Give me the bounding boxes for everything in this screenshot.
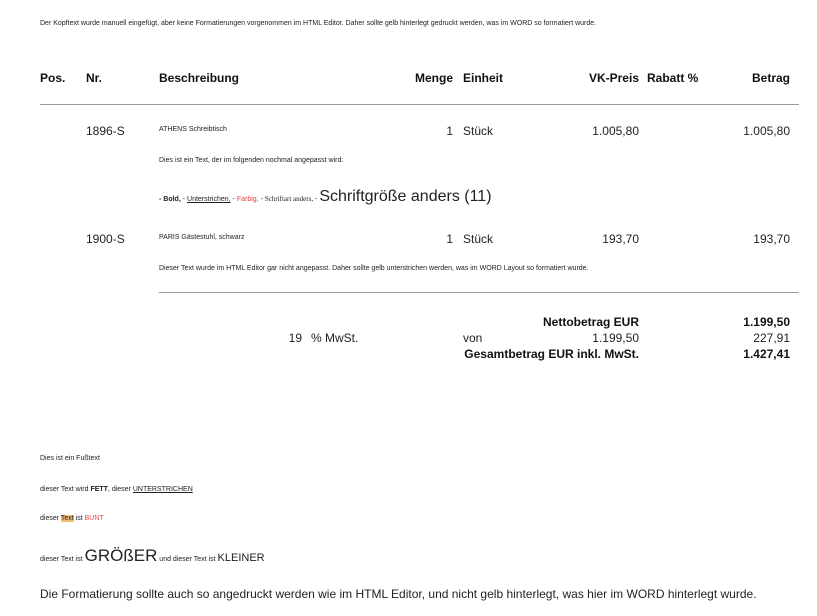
item-nr: 1896-S (86, 124, 125, 138)
smaller-word: KLEINER (217, 552, 265, 564)
separator: - (180, 196, 188, 203)
col-amount: Betrag (751, 71, 790, 85)
item-amount: 1.005,80 (743, 124, 790, 138)
larger-word: GRÖßER (84, 546, 158, 565)
item-note: Dies ist ein Text, der im folgenden nochmal angepasst wird: (159, 157, 344, 164)
footer-bottom-note: Die Formatierung sollte auch so angedruckt werden wie im HTML Editor, und nicht gelb hinterlegt, was hier im WORD hinterlegt wurde. (40, 587, 757, 601)
highlighted-word: Text (60, 515, 74, 522)
col-price: VK-Preis (588, 71, 639, 85)
footer-text: dieser Text wird (40, 486, 91, 493)
footer-line-3 (40, 515, 104, 522)
footer-line-4 (40, 546, 265, 570)
vat-from: von (463, 331, 483, 345)
bold-sample: - Bold, (159, 196, 181, 203)
font-sample: Schriftart anders, (264, 195, 314, 203)
gross-label: Gesamtbetrag EUR inkl. MwSt. (464, 347, 639, 361)
underlined-word: UNTERSTRICHEN (132, 486, 193, 493)
footer-text: dieser Text ist (40, 556, 85, 563)
item-amount: 193,70 (753, 232, 790, 246)
item-quantity: 1 (446, 232, 453, 246)
item-unit: Stück (463, 124, 494, 138)
subtotal-rule (159, 292, 799, 293)
col-unit: Einheit (463, 71, 504, 85)
vat-rate: 19 (288, 331, 302, 345)
footer-text: , dieser (107, 486, 133, 493)
header-rule (40, 104, 799, 105)
item-note: Dieser Text wurde im HTML Editor gar nicht angepasst. Daher sollte gelb unterstrichen werden, was im WORD Layout so formatiert wurde. (159, 265, 589, 272)
footer-line-2 (40, 486, 193, 493)
footer-text: dieser (40, 515, 61, 522)
vat-base: 1.199,50 (592, 331, 639, 345)
col-description: Beschreibung (159, 71, 240, 85)
item-description: PARIS Gästestuhl, schwarz (159, 234, 245, 241)
gross-value: 1.427,41 (743, 347, 790, 361)
net-value: 1.199,50 (743, 315, 790, 329)
vat-value: 227,91 (753, 331, 790, 345)
item-unit: Stück (463, 232, 494, 246)
size-sample: Schriftgröße anders (11) (319, 188, 492, 205)
item-nr: 1900-S (86, 232, 125, 246)
colored-word: BUNT (84, 515, 104, 522)
format-demo-line (159, 186, 492, 211)
item-price: 193,70 (602, 232, 639, 246)
separator: - (230, 196, 237, 203)
item-description: ATHENS Schreibtisch (159, 126, 227, 133)
underline-sample: Unterstrichen, (187, 196, 231, 203)
net-label: Nettobetrag EUR (542, 315, 639, 329)
item-quantity: 1 (446, 124, 453, 138)
separator: - (313, 196, 320, 203)
color-sample: Farbig, (236, 196, 259, 203)
col-nr: Nr. (86, 71, 103, 85)
col-pos: Pos. (40, 71, 66, 85)
item-price: 1.005,80 (592, 124, 639, 138)
header-note: Der Kopftext wurde manuell eingefügt, aber keine Formatierungen vorgenommen im HTML Editor. Daher sollte gelb hinterlegt gedruckt werden, was im WORD so formatiert wurde. (40, 20, 597, 27)
col-discount: Rabatt % (647, 71, 699, 85)
bold-word: FETT (90, 486, 108, 493)
col-quantity: Menge (415, 71, 454, 85)
footer-text: und dieser Text ist (157, 556, 218, 563)
separator: - (258, 196, 265, 203)
footer-line-1: Dies ist ein Fußtext (40, 455, 100, 462)
footer-text: ist (73, 515, 85, 522)
vat-label: % MwSt. (311, 331, 359, 345)
